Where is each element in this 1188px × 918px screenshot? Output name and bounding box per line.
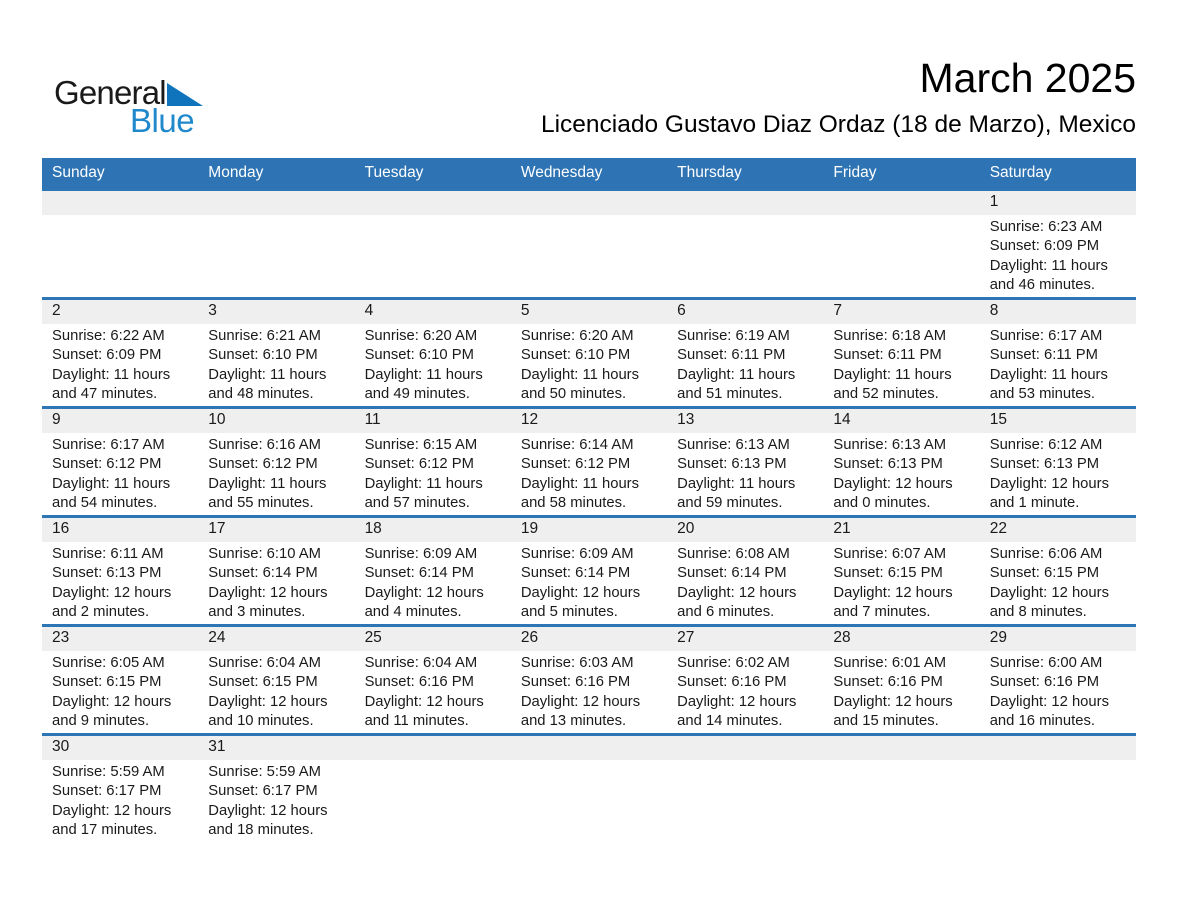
day-details (355, 542, 511, 623)
day-cell-9 (42, 409, 198, 515)
detail-line: Sunset: 6:15 PM (208, 674, 318, 691)
day-details (667, 215, 823, 218)
day-cell-8 (980, 300, 1136, 406)
detail-line: Sunrise: 6:18 AM (833, 328, 947, 344)
day-details (42, 760, 198, 841)
day-cell-20 (667, 518, 823, 624)
day-details (198, 651, 354, 732)
day-details (198, 433, 354, 514)
detail-line: Daylight: 11 hours (677, 475, 796, 492)
day-number (667, 191, 823, 215)
day-number: 7 (823, 300, 979, 324)
detail-line: Sunset: 6:09 PM (52, 347, 162, 364)
detail-line: and 6 minutes. (677, 604, 775, 621)
day-cell-19 (511, 518, 667, 624)
day-cell-empty (511, 191, 667, 297)
detail-line: Sunset: 6:11 PM (989, 347, 1098, 364)
detail-line: and 13 minutes. (520, 713, 627, 730)
detail-line: and 10 minutes. (208, 713, 314, 730)
detail-line: Daylight: 11 hours (520, 366, 640, 383)
detail-line: Sunset: 6:14 PM (208, 565, 318, 582)
day-cell-21 (823, 518, 979, 624)
day-number: 25 (355, 627, 511, 651)
day-cell-empty (823, 736, 979, 842)
detail-line: Sunrise: 6:03 AM (520, 655, 634, 671)
day-number: 24 (198, 627, 354, 651)
logo-text-general: General (54, 74, 166, 111)
detail-line: and 1 minute. (989, 495, 1080, 512)
detail-line: Sunrise: 6:09 AM (364, 546, 478, 562)
detail-line: Daylight: 11 hours (364, 366, 483, 383)
detail-line: Sunset: 6:16 PM (677, 674, 787, 691)
detail-line: Sunrise: 6:08 AM (677, 546, 790, 562)
day-details (198, 215, 354, 218)
detail-line: Sunrise: 6:10 AM (208, 546, 321, 562)
week-row-6 (42, 733, 1136, 842)
day-number: 28 (823, 627, 979, 651)
day-number: 15 (980, 409, 1136, 433)
weekday-header-wednesday: Wednesday (520, 164, 603, 181)
detail-line: Daylight: 12 hours (989, 475, 1109, 492)
day-cell-22 (980, 518, 1136, 624)
weekday-header-sunday: Sunday (52, 164, 105, 181)
detail-line: Sunset: 6:10 PM (520, 347, 631, 364)
detail-line: Sunrise: 6:04 AM (364, 655, 478, 671)
detail-line: Sunset: 6:13 PM (989, 456, 1100, 473)
detail-line: Daylight: 11 hours (208, 366, 327, 383)
detail-line: and 4 minutes. (364, 604, 462, 621)
detail-line: Daylight: 12 hours (364, 584, 484, 601)
location-subtitle: Licenciado Gustavo Diaz Ordaz (18 de Marzo), Mexico (540, 110, 1136, 138)
detail-line: Sunset: 6:13 PM (833, 456, 943, 473)
day-details (511, 542, 667, 623)
detail-line: and 58 minutes. (520, 495, 627, 512)
day-number (823, 191, 979, 215)
detail-line: and 52 minutes. (833, 386, 939, 403)
detail-line: and 16 minutes. (989, 713, 1095, 730)
day-cell-empty (355, 191, 511, 297)
detail-line: Daylight: 12 hours (52, 802, 172, 819)
day-number (511, 191, 667, 215)
day-number: 20 (667, 518, 823, 542)
week-row-3 (42, 406, 1136, 515)
detail-line: Daylight: 11 hours (989, 366, 1108, 383)
detail-line: Sunrise: 6:16 AM (208, 437, 321, 453)
day-cell-6 (667, 300, 823, 406)
detail-line: Daylight: 12 hours (52, 693, 172, 710)
detail-line: Sunset: 6:11 PM (677, 347, 786, 364)
day-cell-7 (823, 300, 979, 406)
detail-line: and 9 minutes. (52, 713, 150, 730)
detail-line: and 57 minutes. (364, 495, 470, 512)
detail-line: and 54 minutes. (52, 495, 158, 512)
day-details (511, 760, 667, 763)
detail-line: Sunrise: 6:00 AM (989, 655, 1103, 671)
day-number: 2 (42, 300, 198, 324)
week-row-4 (42, 515, 1136, 624)
day-cell-18 (355, 518, 511, 624)
detail-line: Sunrise: 6:11 AM (52, 546, 164, 562)
day-number: 21 (823, 518, 979, 542)
detail-line: Sunset: 6:09 PM (989, 238, 1100, 255)
detail-line: Sunrise: 6:17 AM (52, 437, 165, 453)
detail-line: Sunrise: 6:22 AM (52, 328, 165, 344)
day-details (355, 433, 511, 514)
detail-line: Sunrise: 6:09 AM (520, 546, 634, 562)
calendar-table (42, 158, 1136, 842)
weekday-header-monday: Monday (208, 164, 264, 181)
day-details (823, 215, 979, 218)
day-details (667, 760, 823, 763)
detail-line: and 8 minutes. (989, 604, 1087, 621)
day-cell-27 (667, 627, 823, 733)
detail-line: Sunrise: 6:06 AM (989, 546, 1103, 562)
day-cell-26 (511, 627, 667, 733)
day-number: 1 (980, 191, 1136, 215)
day-details (980, 324, 1136, 405)
detail-line: Sunrise: 6:20 AM (520, 328, 634, 344)
detail-line: Sunset: 6:17 PM (52, 783, 162, 800)
day-number: 29 (980, 627, 1136, 651)
detail-line: Sunrise: 6:23 AM (989, 219, 1103, 235)
day-number: 23 (42, 627, 198, 651)
detail-line: Sunrise: 6:13 AM (677, 437, 790, 453)
day-cell-13 (667, 409, 823, 515)
day-details (823, 324, 979, 405)
detail-line: Sunset: 6:13 PM (677, 456, 787, 473)
detail-line: Sunrise: 6:20 AM (364, 328, 478, 344)
weekday-header-saturday: Saturday (989, 164, 1052, 181)
detail-line: Daylight: 12 hours (520, 693, 641, 710)
day-number (667, 736, 823, 760)
day-details (42, 651, 198, 732)
day-cell-24 (198, 627, 354, 733)
detail-line: Sunrise: 6:19 AM (677, 328, 790, 344)
day-cell-2 (42, 300, 198, 406)
day-cell-25 (355, 627, 511, 733)
detail-line: and 47 minutes. (52, 386, 158, 403)
detail-line: Sunset: 6:16 PM (989, 674, 1100, 691)
day-details (823, 760, 979, 763)
day-details (980, 433, 1136, 514)
day-details (667, 651, 823, 732)
day-cell-empty (667, 736, 823, 842)
day-cell-29 (980, 627, 1136, 733)
month-title: March 2025 (919, 55, 1136, 101)
day-number: 18 (355, 518, 511, 542)
day-cell-empty (42, 191, 198, 297)
detail-line: Sunset: 6:13 PM (52, 565, 162, 582)
detail-line: Daylight: 11 hours (520, 475, 640, 492)
detail-line: Sunset: 6:14 PM (520, 565, 631, 582)
detail-line: Daylight: 12 hours (208, 584, 328, 601)
day-number: 30 (42, 736, 198, 760)
detail-line: and 7 minutes. (833, 604, 931, 621)
detail-line: and 46 minutes. (989, 277, 1095, 294)
detail-line: Daylight: 12 hours (677, 693, 797, 710)
detail-line: and 5 minutes. (520, 604, 618, 621)
day-cell-12 (511, 409, 667, 515)
general-blue-logo (54, 74, 203, 140)
day-cell-30 (42, 736, 198, 842)
detail-line: Daylight: 11 hours (677, 366, 796, 383)
day-cell-4 (355, 300, 511, 406)
detail-line: Sunrise: 5:59 AM (52, 764, 165, 780)
day-details (198, 760, 354, 841)
day-details (980, 542, 1136, 623)
detail-line: and 2 minutes. (52, 604, 150, 621)
detail-line: Sunset: 6:12 PM (52, 456, 162, 473)
day-number: 27 (667, 627, 823, 651)
day-number: 4 (355, 300, 511, 324)
day-details (198, 542, 354, 623)
day-number: 14 (823, 409, 979, 433)
day-cell-15 (980, 409, 1136, 515)
detail-line: Daylight: 12 hours (52, 584, 172, 601)
weekday-header-tuesday: Tuesday (364, 164, 424, 181)
day-number: 3 (198, 300, 354, 324)
detail-line: Sunset: 6:12 PM (208, 456, 318, 473)
day-number (42, 191, 198, 215)
detail-line: Sunset: 6:14 PM (364, 565, 474, 582)
detail-line: Sunrise: 6:17 AM (989, 328, 1103, 344)
day-details (980, 215, 1136, 296)
day-number: 5 (511, 300, 667, 324)
day-number: 19 (511, 518, 667, 542)
weekday-header-row (42, 158, 1136, 188)
detail-line: Sunset: 6:15 PM (52, 674, 162, 691)
day-cell-empty (667, 191, 823, 297)
detail-line: Sunset: 6:16 PM (364, 674, 474, 691)
day-cell-1 (980, 191, 1136, 297)
day-number (823, 736, 979, 760)
detail-line: Sunset: 6:16 PM (833, 674, 943, 691)
week-row-1 (42, 188, 1136, 297)
day-number: 16 (42, 518, 198, 542)
day-details (355, 324, 511, 405)
day-details (823, 433, 979, 514)
day-details (355, 651, 511, 732)
day-cell-31 (198, 736, 354, 842)
detail-line: Sunset: 6:16 PM (520, 674, 631, 691)
day-details (511, 651, 667, 732)
day-cell-14 (823, 409, 979, 515)
detail-line: Sunset: 6:11 PM (833, 347, 942, 364)
day-cell-17 (198, 518, 354, 624)
day-details (42, 433, 198, 514)
day-number: 11 (355, 409, 511, 433)
day-cell-16 (42, 518, 198, 624)
detail-line: and 14 minutes. (677, 713, 783, 730)
detail-line: and 17 minutes. (52, 822, 158, 839)
day-cell-5 (511, 300, 667, 406)
detail-line: Sunset: 6:14 PM (677, 565, 787, 582)
detail-line: Sunrise: 6:07 AM (833, 546, 947, 562)
day-details (667, 433, 823, 514)
detail-line: and 0 minutes. (833, 495, 931, 512)
day-number: 13 (667, 409, 823, 433)
day-number: 26 (511, 627, 667, 651)
day-number: 17 (198, 518, 354, 542)
day-number (355, 191, 511, 215)
detail-line: Sunrise: 5:59 AM (208, 764, 321, 780)
day-details (823, 542, 979, 623)
day-details (511, 215, 667, 218)
detail-line: and 18 minutes. (208, 822, 314, 839)
detail-line: Daylight: 11 hours (989, 257, 1108, 274)
day-details (667, 542, 823, 623)
title-block (541, 56, 1136, 139)
detail-line: Daylight: 11 hours (208, 475, 327, 492)
day-cell-empty (823, 191, 979, 297)
day-number (511, 736, 667, 760)
day-cell-11 (355, 409, 511, 515)
detail-line: Sunrise: 6:12 AM (989, 437, 1103, 453)
detail-line: Daylight: 11 hours (833, 366, 952, 383)
detail-line: Daylight: 12 hours (833, 693, 953, 710)
detail-line: Daylight: 12 hours (833, 475, 953, 492)
day-number (198, 191, 354, 215)
detail-line: Daylight: 12 hours (677, 584, 797, 601)
logo-text-blue: Blue (130, 102, 195, 139)
detail-line: Sunset: 6:12 PM (520, 456, 631, 473)
detail-line: Sunset: 6:12 PM (364, 456, 474, 473)
detail-line: Sunrise: 6:01 AM (833, 655, 947, 671)
day-cell-10 (198, 409, 354, 515)
detail-line: Sunset: 6:17 PM (208, 783, 318, 800)
detail-line: and 59 minutes. (677, 495, 783, 512)
day-number: 6 (667, 300, 823, 324)
week-row-2 (42, 297, 1136, 406)
day-details (980, 651, 1136, 732)
detail-line: and 49 minutes. (364, 386, 470, 403)
day-details (355, 215, 511, 218)
detail-line: Sunrise: 6:21 AM (208, 328, 321, 344)
day-cell-empty (355, 736, 511, 842)
day-details (198, 324, 354, 405)
day-number: 9 (42, 409, 198, 433)
detail-line: and 51 minutes. (677, 386, 783, 403)
detail-line: Daylight: 11 hours (364, 475, 483, 492)
calendar-weeks (42, 188, 1136, 842)
week-row-5 (42, 624, 1136, 733)
detail-line: Daylight: 12 hours (989, 693, 1109, 710)
detail-line: Sunrise: 6:02 AM (677, 655, 790, 671)
detail-line: Daylight: 11 hours (52, 366, 171, 383)
day-details (42, 215, 198, 218)
detail-line: and 3 minutes. (208, 604, 306, 621)
day-number (980, 736, 1136, 760)
day-number: 12 (511, 409, 667, 433)
detail-line: and 11 minutes. (364, 713, 469, 730)
detail-line: Sunset: 6:10 PM (364, 347, 474, 364)
detail-line: Sunrise: 6:04 AM (208, 655, 321, 671)
day-details (980, 760, 1136, 763)
detail-line: Sunset: 6:15 PM (833, 565, 943, 582)
detail-line: Sunrise: 6:05 AM (52, 655, 165, 671)
day-details (667, 324, 823, 405)
detail-line: Daylight: 12 hours (208, 802, 328, 819)
detail-line: Sunset: 6:10 PM (208, 347, 318, 364)
detail-line: Sunrise: 6:15 AM (364, 437, 478, 453)
day-number: 22 (980, 518, 1136, 542)
day-number: 31 (198, 736, 354, 760)
day-details (511, 433, 667, 514)
day-details (511, 324, 667, 405)
day-cell-empty (511, 736, 667, 842)
detail-line: Daylight: 12 hours (989, 584, 1109, 601)
day-cell-28 (823, 627, 979, 733)
day-details (42, 542, 198, 623)
detail-line: Sunrise: 6:13 AM (833, 437, 947, 453)
detail-line: Sunset: 6:15 PM (989, 565, 1100, 582)
detail-line: and 15 minutes. (833, 713, 939, 730)
day-cell-empty (980, 736, 1136, 842)
day-details (823, 651, 979, 732)
detail-line: and 53 minutes. (989, 386, 1095, 403)
detail-line: Sunrise: 6:14 AM (520, 437, 634, 453)
day-cell-empty (198, 191, 354, 297)
day-number: 8 (980, 300, 1136, 324)
detail-line: and 55 minutes. (208, 495, 314, 512)
weekday-header-friday: Friday (833, 164, 877, 181)
detail-line: Daylight: 12 hours (208, 693, 328, 710)
weekday-header-thursday: Thursday (677, 164, 742, 181)
day-cell-3 (198, 300, 354, 406)
detail-line: Daylight: 12 hours (364, 693, 484, 710)
day-details (42, 324, 198, 405)
detail-line: Daylight: 11 hours (52, 475, 171, 492)
detail-line: Daylight: 12 hours (833, 584, 953, 601)
detail-line: Daylight: 12 hours (520, 584, 641, 601)
day-details (355, 760, 511, 763)
day-cell-23 (42, 627, 198, 733)
detail-line: and 50 minutes. (520, 386, 627, 403)
day-number (355, 736, 511, 760)
day-number: 10 (198, 409, 354, 433)
detail-line: and 48 minutes. (208, 386, 314, 403)
